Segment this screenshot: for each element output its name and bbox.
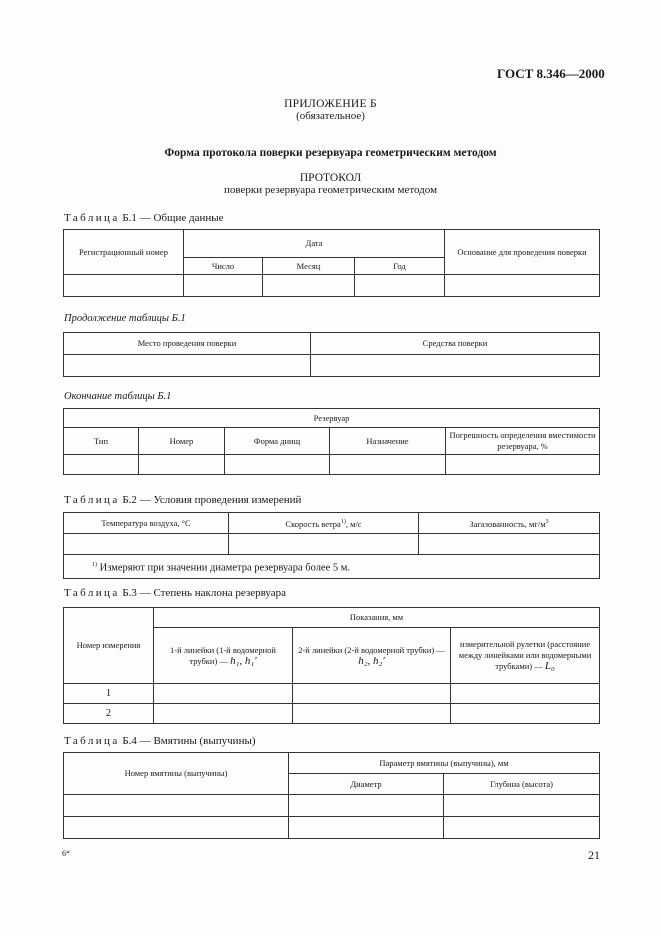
table-number: Б.1	[122, 212, 137, 224]
table-title: — Общие данные	[139, 212, 224, 224]
table-cell	[293, 704, 451, 724]
table-cell	[184, 275, 263, 297]
header-tape	[451, 628, 600, 684]
wind-label: Скорость ветра	[285, 518, 341, 529]
header-ruler-1	[154, 628, 293, 684]
table-cell	[311, 355, 600, 377]
table-b1-continuation	[63, 332, 600, 377]
table-b4-caption	[64, 735, 256, 747]
header-depth: Глубина (высота)	[444, 774, 600, 795]
table-b4	[63, 752, 600, 839]
header-error: Погрешность определения вместимости резервуара, %	[446, 428, 600, 455]
table-cell	[289, 817, 444, 839]
appendix-title: ПРИЛОЖЕНИЕ Б	[284, 98, 377, 110]
header-bottom-shape: Форма днищ	[225, 428, 330, 455]
table-cell	[446, 455, 600, 475]
table-cell	[293, 684, 451, 704]
table-b1-continuation-caption: Продолжение таблицы Б.1	[64, 313, 186, 324]
table-cell	[64, 534, 229, 555]
table-cell	[139, 455, 225, 475]
gas-unit-exponent: 3	[545, 518, 549, 525]
table-cell	[229, 534, 419, 555]
protocol-title: ПРОТОКОЛ	[299, 172, 362, 184]
header-year: Год	[355, 258, 445, 275]
tape-symbol: L₀	[544, 660, 555, 672]
table-cell	[289, 795, 444, 817]
header-diameter: Диаметр	[289, 774, 444, 795]
header-wind	[229, 513, 419, 534]
document-code: ГОСТ 8.346—2000	[497, 66, 605, 81]
tape-label: измерительной рулетки (расстояние между линейками или водомерными трубками) —	[458, 639, 592, 671]
footnote-text: Измеряют при значении диаметра резервуара более 5 м.	[99, 562, 351, 574]
header-readings: Показания, мм	[154, 608, 600, 628]
table-cell	[64, 455, 139, 475]
wind-unit: , м/с	[345, 518, 362, 529]
page-number: 21	[588, 848, 600, 862]
signature-mark: 6*	[62, 849, 70, 858]
header-reg-number: Регистрационный номер	[64, 230, 184, 275]
gas-label: Загазованность, мг/м	[469, 518, 546, 529]
footnote-ref: 1)	[340, 518, 346, 525]
table-b2	[63, 512, 600, 579]
table-word: Таблица	[64, 735, 120, 747]
header-number: Номер	[139, 428, 225, 455]
header-place: Место проведения поверки	[64, 333, 311, 355]
footnote-mark: 1)	[92, 561, 97, 568]
table-b1-end-caption: Окончание таблицы Б.1	[64, 391, 172, 402]
table-cell	[225, 455, 330, 475]
table-number: Б.4	[122, 735, 137, 747]
header-type: Тип	[64, 428, 139, 455]
table-title: — Степень наклона резервуара	[139, 587, 287, 599]
header-date: Дата	[184, 230, 445, 258]
row-number: 2	[64, 704, 154, 724]
footnote	[64, 555, 600, 579]
header-dent-no: Номер вмятины (выпучины)	[64, 753, 289, 795]
row-number: 1	[64, 684, 154, 704]
header-purpose: Назначение	[330, 428, 446, 455]
header-day: Число	[184, 258, 263, 275]
table-cell	[64, 817, 289, 839]
table-cell	[444, 795, 600, 817]
table-b1-end	[63, 408, 600, 475]
table-title: — Вмятины (выпучины)	[139, 735, 256, 747]
header-tank: Резервуар	[64, 409, 600, 428]
table-cell	[154, 684, 293, 704]
table-word: Таблица	[64, 494, 120, 506]
table-number: Б.2	[122, 494, 137, 506]
header-ruler-2	[293, 628, 451, 684]
header-gas	[419, 513, 600, 534]
table-cell	[419, 534, 600, 555]
appendix-subtitle: (обязательное)	[296, 110, 365, 122]
form-title: Форма протокола поверки резервуара геометрическим методом	[164, 147, 497, 159]
table-cell	[154, 704, 293, 724]
table-cell	[444, 817, 600, 839]
table-cell	[64, 795, 289, 817]
table-b1-caption	[64, 212, 224, 224]
header-basis: Основание для проведения поверки	[445, 230, 600, 275]
table-b3	[63, 607, 600, 724]
table-cell	[64, 275, 184, 297]
header-temperature: Температура воздуха, °С	[64, 513, 229, 534]
ruler-2-label: 2-й линейки (2-й водомерной трубки) —	[298, 644, 445, 655]
table-cell	[330, 455, 446, 475]
table-b3-caption	[64, 587, 286, 599]
table-cell	[445, 275, 600, 297]
ruler-1-label: 1-й линейки (1-й водомерной трубки) —	[170, 644, 276, 666]
table-number: Б.3	[122, 587, 137, 599]
table-cell	[263, 275, 355, 297]
table-b1	[63, 229, 600, 297]
header-month: Месяц	[263, 258, 355, 275]
table-b2-caption	[64, 494, 301, 506]
table-word: Таблица	[64, 587, 120, 599]
table-cell	[451, 704, 600, 724]
ruler-2-symbols: h₂, h₂′	[358, 654, 385, 667]
table-cell	[64, 355, 311, 377]
table-cell	[355, 275, 445, 297]
table-title: — Условия проведения измерений	[139, 494, 302, 506]
header-dent-param: Параметр вмятины (выпучины), мм	[289, 753, 600, 774]
ruler-1-symbols: h₁, h₁′	[230, 654, 257, 667]
protocol-subtitle: поверки резервуара геометрическим методом	[223, 184, 438, 196]
header-means: Средства поверки	[311, 333, 600, 355]
table-word: Таблица	[64, 212, 120, 224]
table-cell	[451, 684, 600, 704]
header-measure-no: Номер измерения	[64, 608, 154, 684]
